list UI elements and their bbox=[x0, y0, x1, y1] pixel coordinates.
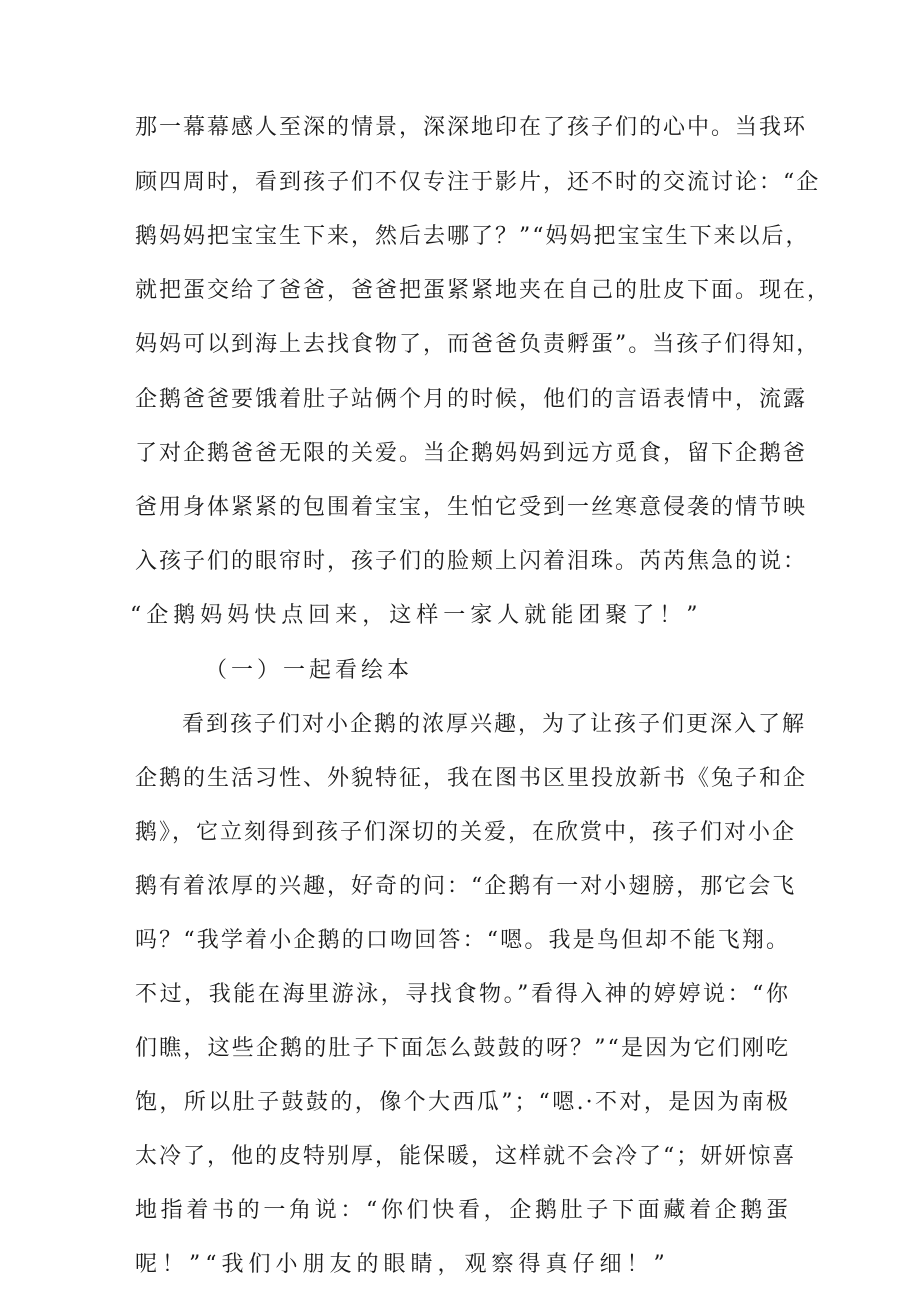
text-line: 呢！”“我们小朋友的眼睛，观察得真仔细！” bbox=[135, 1252, 670, 1277]
text-line: 那一幕幕感人至深的情景，深深地印在了孩子们的心中。当我环 bbox=[135, 115, 808, 140]
text-line: 看到孩子们对小企鹅的浓厚兴趣，为了让孩子们更深入了解 bbox=[182, 712, 807, 737]
text-line: 地指着书的一角说：“你们快看，企鹅肚子下面藏着企鹅蛋 bbox=[135, 1198, 790, 1223]
text-line: 太冷了，他的皮特别厚，能保暖，这样就不会冷了“；妍妍惊喜 bbox=[135, 1144, 797, 1169]
text-line: 们瞧，这些企鹅的肚子下面怎么鼓鼓的呀？”“是因为它们刚吃 bbox=[135, 1036, 790, 1061]
text-line: 爸用身体紧紧的包围着宝宝，生怕它受到一丝寒意侵袭的情节映 bbox=[135, 495, 808, 520]
text-line: 饱，所以肚子鼓鼓的，像个大西瓜”；“嗯.·不对，是因为南极 bbox=[135, 1090, 790, 1115]
text-line: 就把蛋交给了爸爸，爸爸把蛋紧紧地夹在自己的肚皮下面。现在， bbox=[135, 278, 832, 303]
text-line: 妈妈可以到海上去找食物了，而爸爸负责孵蛋”。当孩子们得知， bbox=[135, 332, 821, 357]
text-line: 顾四周时，看到孩子们不仅专注于影片，还不时的交流讨论：“企 bbox=[135, 170, 821, 195]
section-heading: （一）一起看绘本 bbox=[205, 658, 414, 683]
text-line: 入孩子们的眼帘时，孩子们的脸颊上闪着泪珠。芮芮焦急的说： bbox=[135, 549, 808, 574]
text-line: “企鹅妈妈快点回来，这样一家人就能团聚了！” bbox=[130, 603, 703, 628]
text-line: 不过，我能在海里游泳，寻找食物。”看得入神的婷婷说：“你 bbox=[135, 982, 790, 1007]
text-line: 鹅妈妈把宝宝生下来，然后去哪了？”“妈妈把宝宝生下来以后， bbox=[135, 224, 810, 249]
text-line: 企鹅爸爸要饿着肚子站俩个月的时候，他们的言语表情中，流露 bbox=[135, 387, 808, 412]
text-line: 企鹅的生活习性、外貌特征，我在图书区里投放新书《兔子和企 bbox=[135, 766, 808, 791]
text-line: 鹅有着浓厚的兴趣，好奇的问：“企鹅有一对小翅膀，那它会飞 bbox=[135, 874, 797, 899]
text-line: 鹅》，它立刻得到孩子们深切的关爱，在欣赏中，孩子们对小企 bbox=[135, 820, 797, 845]
text-line: 了对企鹅爸爸无限的关爱。当企鹅妈妈到远方觅食，留下企鹅爸 bbox=[135, 441, 808, 466]
text-line: 吗？“我学着小企鹅的口吻回答：“嗯。我是鸟但却不能飞翔。 bbox=[135, 928, 790, 953]
